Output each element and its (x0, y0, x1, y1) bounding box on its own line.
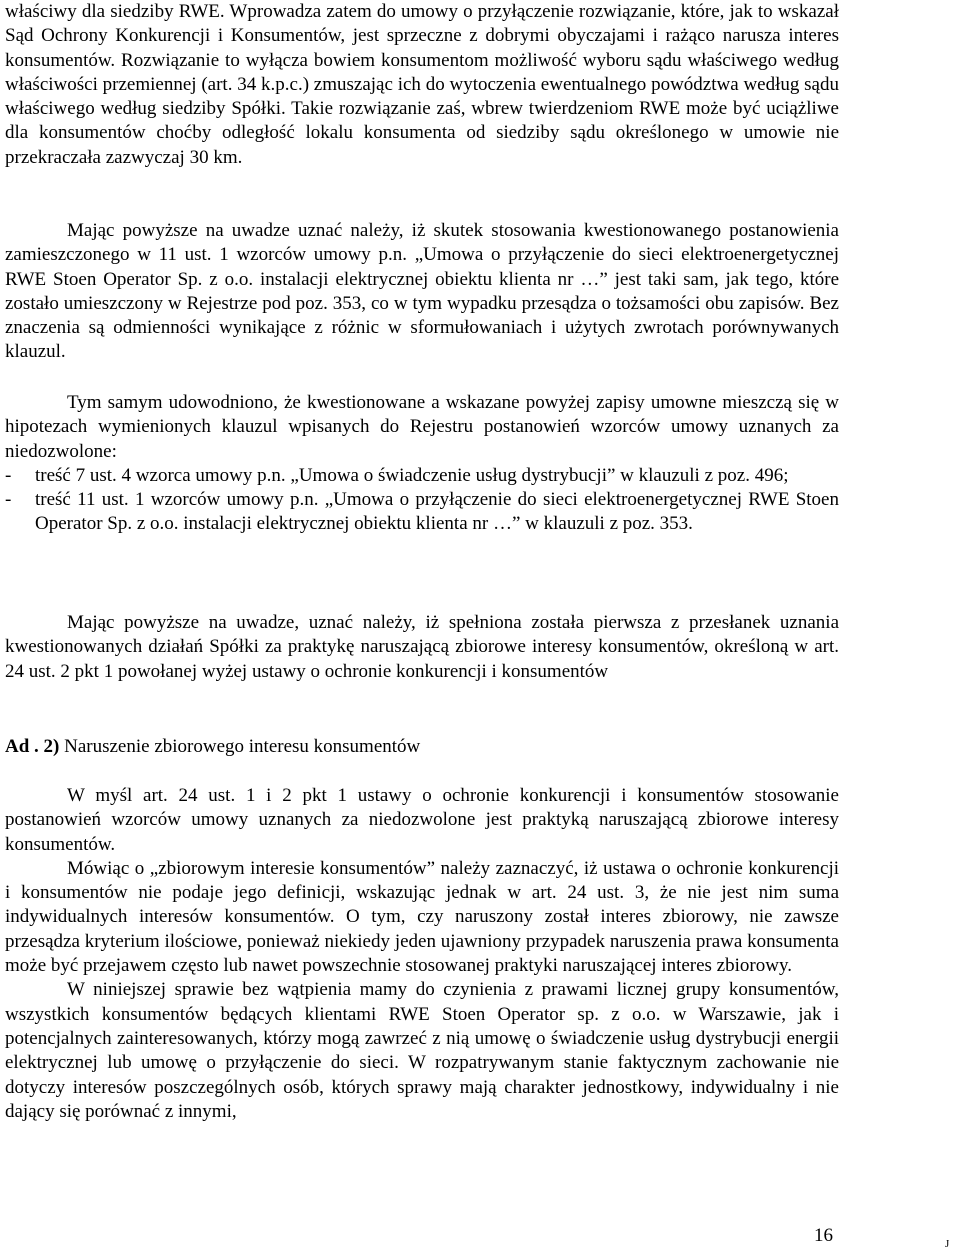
paragraph-text: W myśl art. 24 ust. 1 i 2 pkt 1 ustawy o ochronie konkurencji i konsumentów stosowanie postanowień wzorców umowy uznanych za niedozwolone jest praktyką naruszającą zbiorowe interesy konsumentów. (5, 785, 839, 855)
list-item-text: treść 11 ust. 1 wzorców umowy p.n. „Umowa o przyłączenie do sieci elektroenergetycznej RWE Stoen Operator Sp. z o.o. instalacji elektrycznej obiektu klienta nr …” w klauzuli z poz. 353. (35, 489, 839, 535)
paragraph-text: Mówiąc o „zbiorowym interesie konsumentów” należy zaznaczyć, iż ustawa o ochronie konkurencji i konsumentów nie podaje jego definicji, wskazując jednak w art. 24 ust. 3, że nie jest nim suma indywidualnych interesów konsumentów. O tym, czy naruszony został interes zbiorowy, nie zawsze przesądza kryterium ilościowe, ponieważ niekiedy jeden ujawniony przypadek naruszenia prawa konsumenta może być przejawem często lub nawet powszechnie stosowanej praktyki naruszającej interes zbiorowy. (5, 857, 839, 977)
paragraph-continuation (5, 0, 839, 170)
section-body (5, 784, 839, 1124)
section-heading (5, 735, 839, 759)
paragraph-text: W niniejszej sprawie bez wątpienia mamy do czynienia z prawami licznej grupy konsumentów, wszystkich konsumentów będących klientami RWE Stoen Operator sp. z o.o. w Warszawie, jak i potencjalnych zainteresowanych, którzy mogą zawrzeć z nią umowę o świadczenie usług dystrybucji energii elektrycznej lub umowę o przyłączenie do sieci. W rozpatrywanym stanie faktycznym zachowanie nie dotyczy interesów poszczególnych osób, których sprawy mają charakter jednostkowy, indywidualny i nie dający się porównać z innymi, (5, 979, 839, 1122)
list-item (5, 464, 839, 488)
paragraph-text: Tym samym udowodniono, że kwestionowane a wskazane powyżej zapisy umowne mieszczą się w hipotezach wymienionych klauzul wpisanych do Rejestru postanowień wzorców umowy uznanych za niedozwolone: (5, 392, 839, 462)
paragraph-proof (5, 391, 839, 537)
list-item-text: treść 7 ust. 4 wzorca umowy p.n. „Umowa o świadczenie usług dystrybucji” w klauzuli z poz. 496; (35, 464, 789, 486)
heading-prefix: Ad . 2) (5, 736, 60, 757)
list-marker: - (5, 464, 12, 486)
paragraph-text: właściwy dla siedziby RWE. Wprowadza zatem do umowy o przyłączenie rozwiązanie, które, jak to wskazał Sąd Ochrony Konkurencji i Konsumentów, jest sprzeczne z dobrymi obyczajami i rażąco narusza interes konsumentów. Rozwiązanie to wyłącza bowiem konsumentom możliwość wyboru sądu właściwego według właściwości przemiennej (art. 34 k.p.c.) zmuszając ich do wytoczenia ewentualnego powództwa według sądu właściwego według siedziby Spółki. Takie rozwiązanie zaś, wbrew twierdzeniom RWE może być uciążliwe dla konsumentów choćby odległość lokalu konsumenta od siedziby sądu określonego w umowie nie przekraczała zazwyczaj 30 km. (5, 1, 839, 168)
page-number: 16 (814, 1225, 833, 1246)
paragraph-identity-of-clauses (5, 219, 839, 365)
corner-mark: J (945, 1238, 950, 1250)
list-item (5, 488, 839, 537)
paragraph-conclusion (5, 611, 839, 684)
paragraph-text: Mając powyższe na uwadze, uznać należy, iż spełniona została pierwsza z przesłanek uznania kwestionowanych działań Spółki za praktykę naruszającą zbiorowe interesy konsumentów, określoną w art. 24 ust. 2 pkt 1 powołanej wyżej ustawy o ochronie konkurencji i konsumentów (5, 612, 839, 682)
list-marker: - (5, 489, 12, 511)
heading-text: Naruszenie zbiorowego interesu konsumentów (64, 736, 421, 757)
paragraph-text: Mając powyższe na uwadze uznać należy, iż skutek stosowania kwestionowanego postanowienia zamieszczonego w 11 ust. 1 wzorców umowy p.n. „Umowa o przyłączenie do sieci elektroenergetycznej RWE Stoen Operator Sp. z o.o. instalacji elektrycznej obiektu klienta nr …” jest taki sam, jak tego, które zostało umieszczony w Rejestrze pod poz. 353, co w tym wypadku przesądza o tożsamości obu zapisów. Bez znaczenia są odmienności wynikające z różnic w sformułowaniach i użytych zwrotach porównywanych klauzul. (5, 220, 839, 363)
